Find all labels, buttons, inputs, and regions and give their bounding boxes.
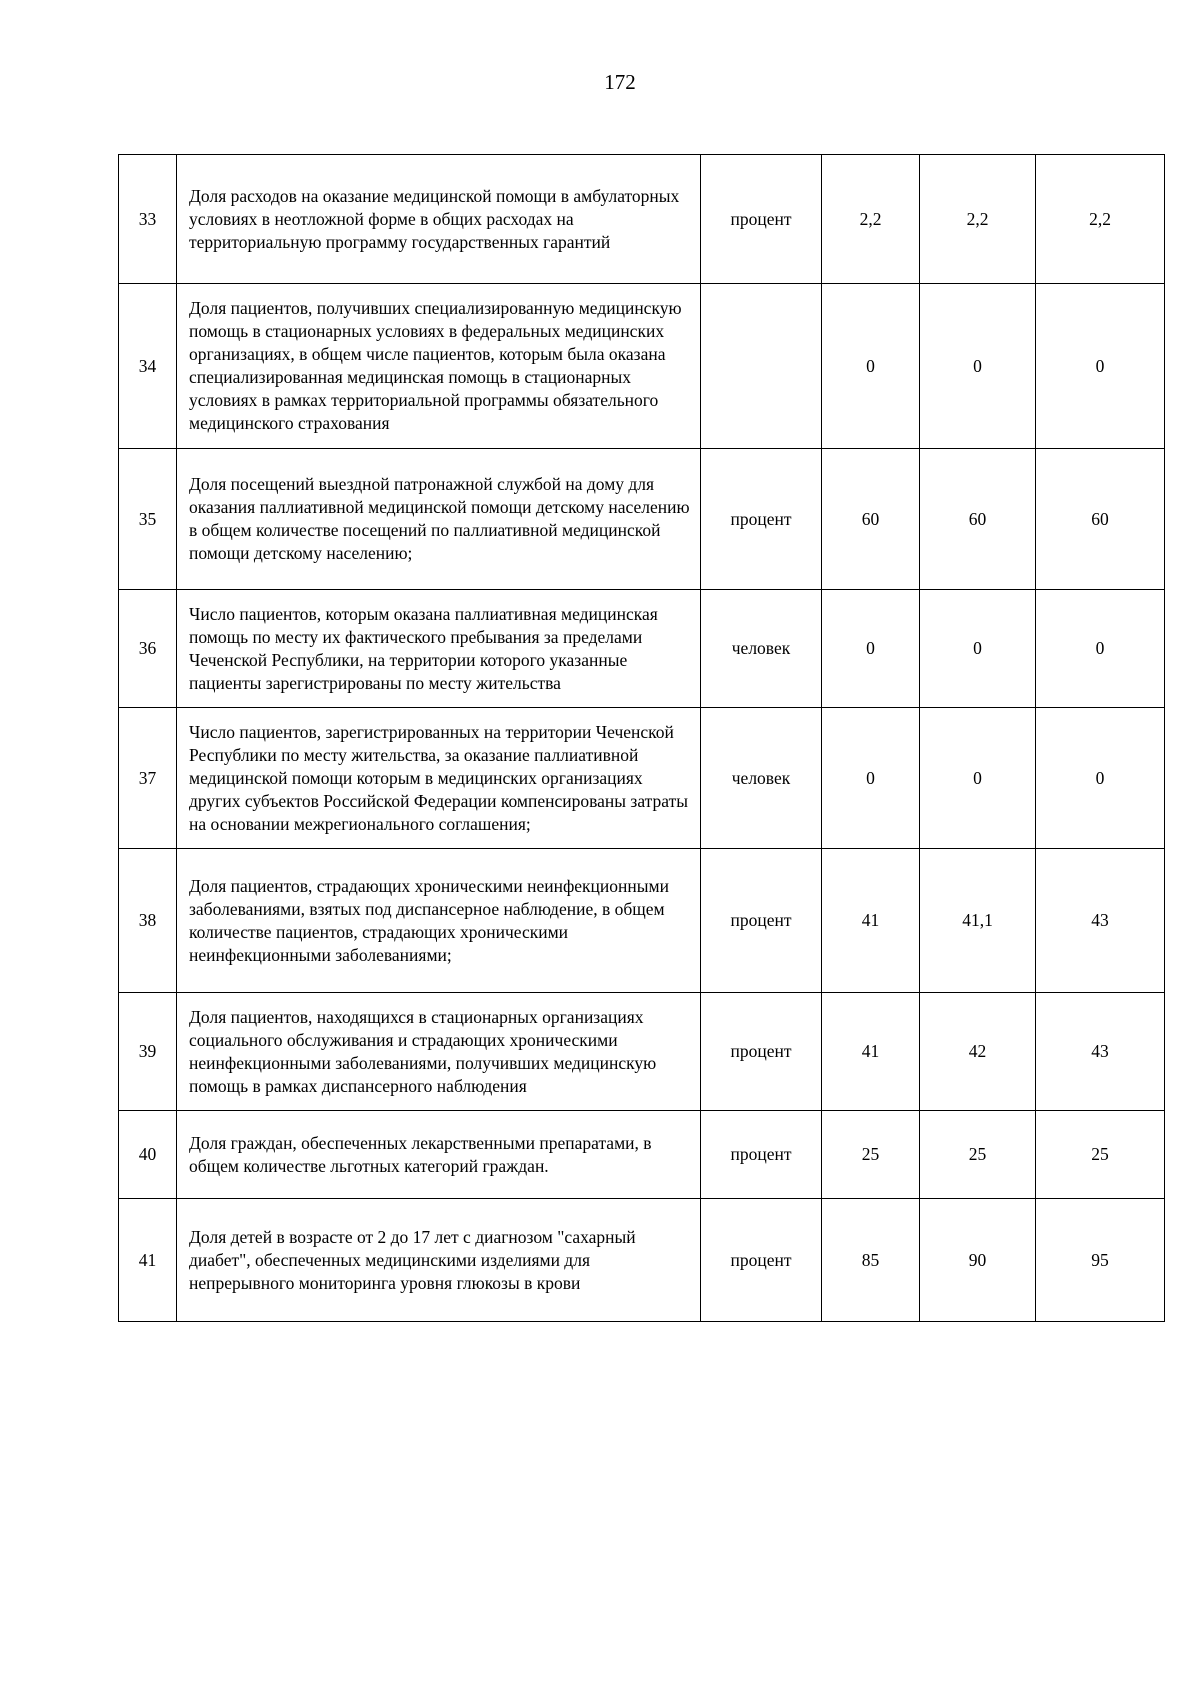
value-cell-2: 0 — [920, 708, 1036, 849]
table-row — [119, 155, 1165, 284]
table-row — [119, 993, 1165, 1111]
row-number: 38 — [119, 849, 177, 993]
table-row — [119, 1199, 1165, 1322]
value-cell-3: 2,2 — [1036, 155, 1165, 284]
indicator-name: Доля пациентов, получивших специализированную медицинскую помощь в стационарных условиях в федеральных медицинских организациях, в общем числе пациентов, которым была оказана специализированная медицинская помощь в стационарных условиях в рамках территориальной программы обязательного медицинского страхования — [177, 284, 701, 449]
value-cell-1: 85 — [822, 1199, 920, 1322]
indicator-name: Доля граждан, обеспеченных лекарственными препаратами, в общем количестве льготных категорий граждан. — [177, 1111, 701, 1199]
table-row — [119, 1111, 1165, 1199]
row-number: 36 — [119, 590, 177, 708]
row-number: 35 — [119, 449, 177, 590]
value-cell-3: 0 — [1036, 708, 1165, 849]
row-number: 37 — [119, 708, 177, 849]
value-cell-3: 0 — [1036, 590, 1165, 708]
table-row — [119, 449, 1165, 590]
row-number: 34 — [119, 284, 177, 449]
value-cell-1: 2,2 — [822, 155, 920, 284]
value-cell-2: 0 — [920, 590, 1036, 708]
row-number: 33 — [119, 155, 177, 284]
unit-cell: процент — [701, 849, 822, 993]
indicator-name: Доля пациентов, находящихся в стационарных организациях социального обслуживания и страдающих хроническими неинфекционными заболеваниями, получивших медицинскую помощь в рамках диспансерного наблюдения — [177, 993, 701, 1111]
unit-cell — [701, 284, 822, 449]
value-cell-2: 25 — [920, 1111, 1036, 1199]
value-cell-2: 41,1 — [920, 849, 1036, 993]
value-cell-2: 60 — [920, 449, 1036, 590]
indicators-table-body — [119, 155, 1165, 1322]
indicator-name: Число пациентов, которым оказана паллиативная медицинская помощь по месту их фактического пребывания за пределами Чеченской Республики, на территории которого указанные пациенты зарегистрированы по месту жительства — [177, 590, 701, 708]
value-cell-2: 90 — [920, 1199, 1036, 1322]
value-cell-3: 60 — [1036, 449, 1165, 590]
unit-cell: процент — [701, 155, 822, 284]
value-cell-1: 25 — [822, 1111, 920, 1199]
value-cell-1: 0 — [822, 590, 920, 708]
indicators-table — [118, 154, 1165, 1322]
indicator-name: Доля расходов на оказание медицинской помощи в амбулаторных условиях в неотложной форме в общих расходах на территориальную программу государственных гарантий — [177, 155, 701, 284]
unit-cell: процент — [701, 1199, 822, 1322]
value-cell-3: 43 — [1036, 849, 1165, 993]
value-cell-1: 41 — [822, 849, 920, 993]
table-row — [119, 284, 1165, 449]
indicator-name: Доля посещений выездной патронажной службой на дому для оказания паллиативной медицинской помощи детскому населению в общем количестве посещений по паллиативной медицинской помощи детскому населению; — [177, 449, 701, 590]
value-cell-1: 41 — [822, 993, 920, 1111]
unit-cell: человек — [701, 590, 822, 708]
value-cell-2: 42 — [920, 993, 1036, 1111]
value-cell-3: 25 — [1036, 1111, 1165, 1199]
unit-cell: процент — [701, 449, 822, 590]
value-cell-2: 2,2 — [920, 155, 1036, 284]
unit-cell: человек — [701, 708, 822, 849]
unit-cell: процент — [701, 993, 822, 1111]
table-row — [119, 708, 1165, 849]
value-cell-3: 95 — [1036, 1199, 1165, 1322]
row-number: 41 — [119, 1199, 177, 1322]
indicator-name: Доля детей в возрасте от 2 до 17 лет с диагнозом "сахарный диабет", обеспеченных медицинскими изделиями для непрерывного мониторинга уровня глюкозы в крови — [177, 1199, 701, 1322]
row-number: 40 — [119, 1111, 177, 1199]
table-row — [119, 849, 1165, 993]
page-number: 172 — [604, 70, 636, 94]
value-cell-1: 0 — [822, 708, 920, 849]
indicator-name: Доля пациентов, страдающих хроническими неинфекционными заболеваниями, взятых под диспансерное наблюдение, в общем количестве пациентов, страдающих хроническими неинфекционными заболеваниями; — [177, 849, 701, 993]
indicator-name: Число пациентов, зарегистрированных на территории Чеченской Республики по месту жительства, за оказание паллиативной медицинской помощи которым в медицинских организациях других субъектов Российской Федерации компенсированы затраты на основании межрегионального соглашения; — [177, 708, 701, 849]
value-cell-2: 0 — [920, 284, 1036, 449]
value-cell-1: 60 — [822, 449, 920, 590]
value-cell-3: 0 — [1036, 284, 1165, 449]
unit-cell: процент — [701, 1111, 822, 1199]
value-cell-3: 43 — [1036, 993, 1165, 1111]
row-number: 39 — [119, 993, 177, 1111]
table-row — [119, 590, 1165, 708]
value-cell-1: 0 — [822, 284, 920, 449]
